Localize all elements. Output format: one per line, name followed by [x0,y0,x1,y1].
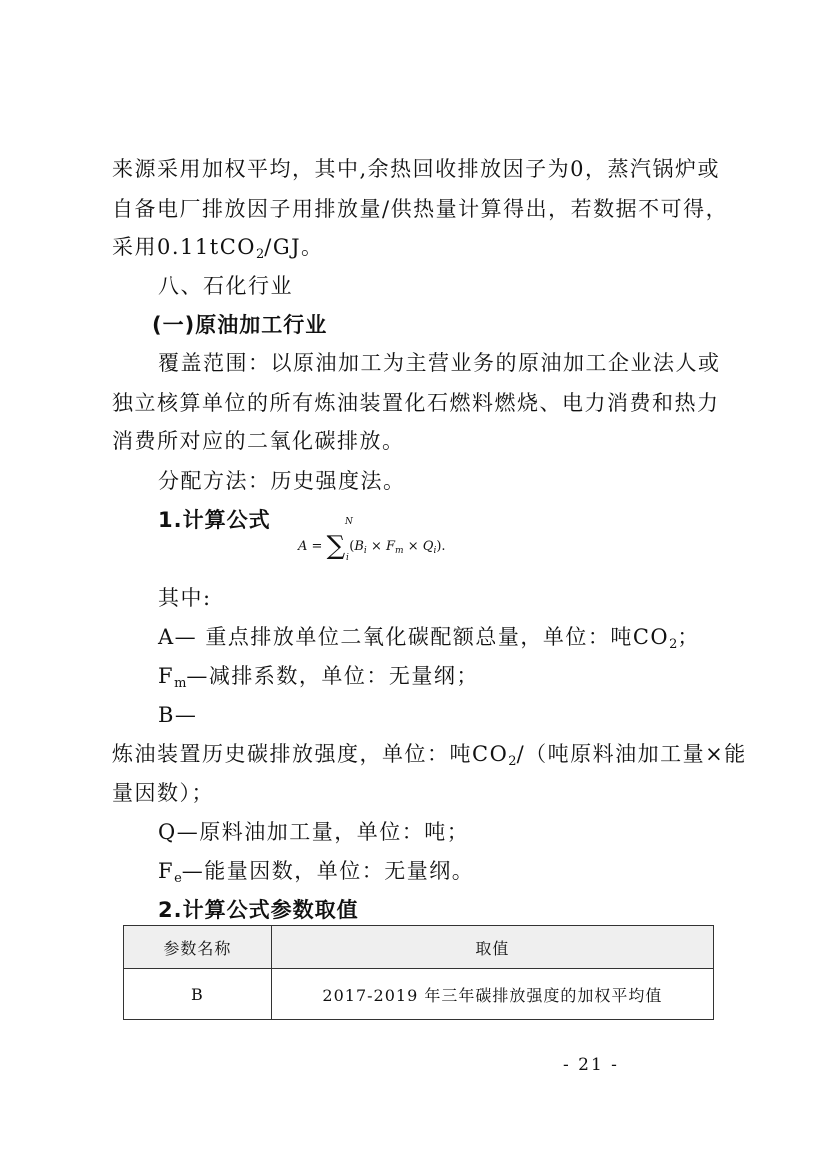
allocation-formula: A = ∑ N i $(B_i \times F_m \times Q_i)$. [298,517,446,563]
definition-B: B— [158,703,198,727]
definition-Q: Q—原料油加工量，单位：吨； [158,820,470,844]
allocation-method: 分配方法：历史强度法。 [158,469,406,493]
table-row [124,969,714,1020]
definition-Fe: $F_e—$能量因数，单位：无量纲。 [158,859,475,886]
heading-formula: 1.计算公式 [158,508,271,532]
definition-B-line-2: 炼油装置历史碳排放强度，单位：吨$CO_2/$（吨原料油加工量×能 [112,742,747,769]
body-line-2: 自备电厂排放因子用排放量/供热量计算得出，若数据不可得， [112,197,729,221]
header-value: 取值 [271,926,713,969]
heading-parameter-values: 2.计算公式参数取值 [158,898,359,922]
sigma-symbol: ∑ [326,531,346,561]
definition-B-line-3: 量因数）； [112,781,214,805]
definition-A: A— 重点排放单位二氧化碳配额总量，单位：吨$CO_2$； [158,625,700,652]
cell-param-name: B [124,969,272,1020]
parameter-table [123,925,714,1020]
coverage-line-1: 覆盖范围：以原油加工为主营业务的原油加工企业法人或 [158,351,721,375]
definition-Fm: $F_m—$减排系数，单位：无量纲； [158,664,479,691]
section-heading-8: 八、石化行业 [158,274,293,298]
cell-value: 2017-2019 年三年碳排放强度的加权平均值 [271,969,713,1020]
subsection-heading-crude-oil: (一)原油加工行业 [152,313,328,337]
page-number: - 21 - [563,1055,619,1075]
where-label: 其中: [158,586,212,610]
table-header-row [124,926,714,969]
body-line-1: 来源采用加权平均，其中,余热回收排放因子为0，蒸汽锅炉或 [112,157,721,181]
coverage-line-3: 消费所对应的二氧化碳排放。 [112,429,405,453]
header-param-name: 参数名称 [124,926,272,969]
coverage-line-2: 独立核算单位的所有炼油装置化石燃料燃烧、电力消费和热力 [112,391,720,415]
body-line-3: 采用0.11tCO$_2$/GJ。 [112,235,324,262]
